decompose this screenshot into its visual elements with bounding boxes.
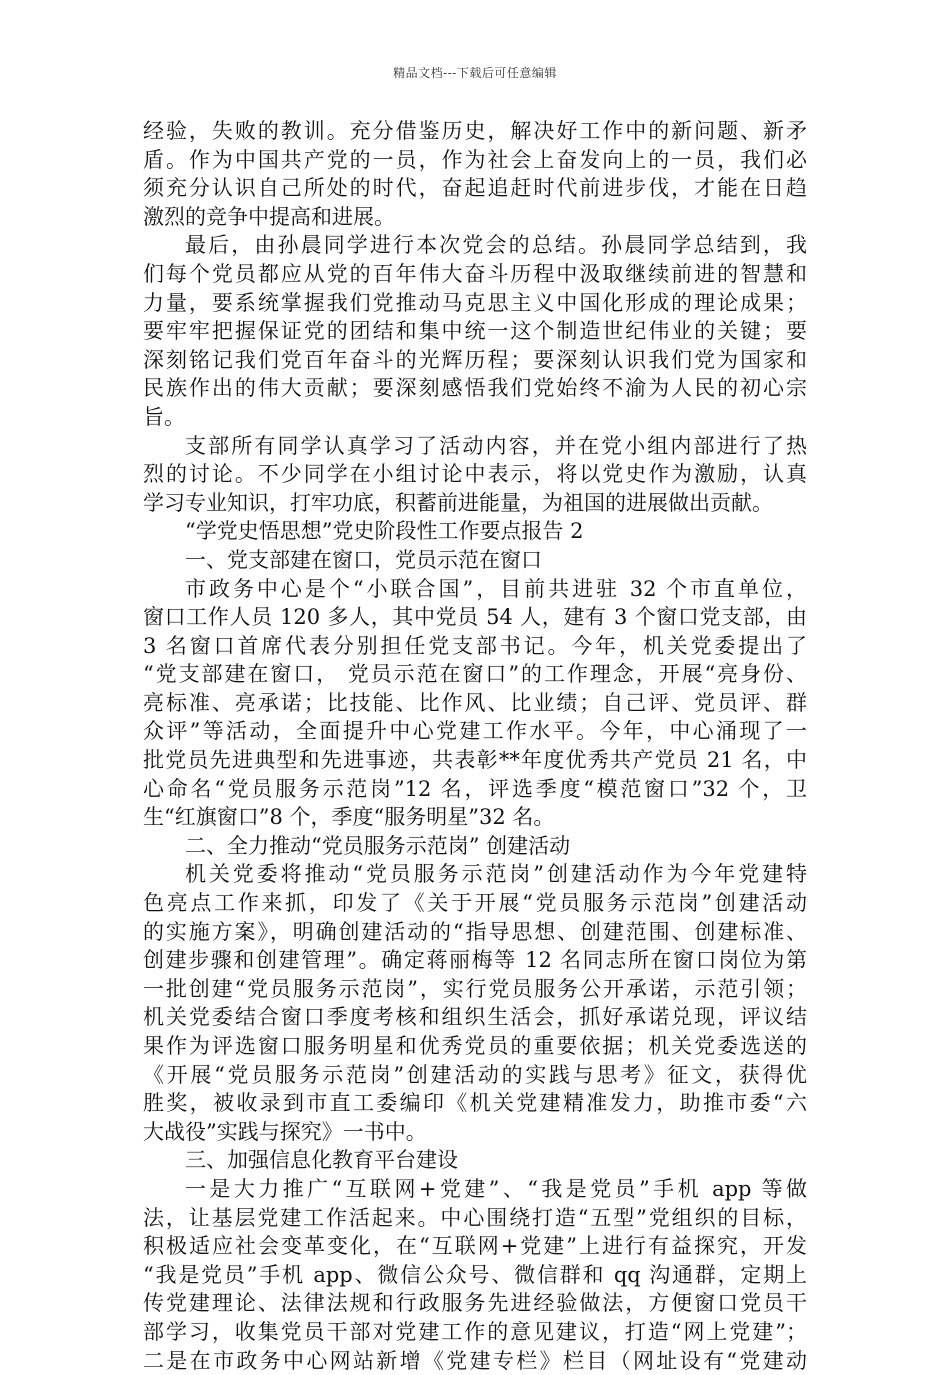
text-line: 果作为评选窗口服务明星和优秀党员的重要依据；机关党委选送的 [143, 1034, 807, 1058]
text-line: 部学习，收集党员干部对党建工作的意见建议，打造“网上党建”； [143, 1319, 807, 1344]
text-line: 三、加强信息化教育平台建设 [185, 1148, 458, 1173]
text-line: 亮标准、亮承诺；比技能、比作风、比业绩；自己评、党员评、群 [143, 690, 807, 715]
text-line: 二是在市政务中心网站新增《党建专栏》栏目（网址设有“党建动 [143, 1348, 807, 1373]
text-line: 盾。作为中国共产党的一员，作为社会上奋发向上的一员，我们必 [143, 147, 807, 172]
text-line: 众评”等活动，全面提升中心党建工作水平。今年，中心涌现了一 [143, 719, 807, 744]
text-line: 积极适应社会变革变化，在“互联网+党建”上进行有益探究，开发 [143, 1234, 807, 1259]
text-line: 一、党支部建在窗口，党员示范在窗口 [185, 547, 542, 572]
text-line: 批党员先进典型和先进事迹，共表彰**年度优秀共产党员 21 名，中 [143, 748, 807, 773]
text-line: 市政务中心是个“小联合国”，目前共进驻 32 个市直单位， [185, 576, 807, 601]
text-line: “党支部建在窗口， 党员示范在窗口”的工作理念，开展“亮身份、 [143, 662, 807, 687]
text-line: 一是大力推广“互联网+党建”、“我是党员”手机 app 等做 [185, 1176, 807, 1201]
text-line: 们每个党员都应从党的百年伟大奋斗历程中汲取继续前进的智慧和 [143, 261, 807, 286]
document-body [143, 117, 807, 1375]
text-line: 民族作出的伟大贡献；要深刻感悟我们党始终不渝为人民的初心宗 [143, 376, 807, 401]
text-line: 要牢牢把握保证党的团结和集中统一这个制造世纪伟业的关键；要 [143, 319, 807, 344]
text-line: 二、全力推动“党员服务示范岗” 创建活动 [185, 833, 571, 858]
text-line: 生“红旗窗口”8 个，季度“服务明星”32 名。 [143, 805, 555, 830]
text-line: 大战役”实践与探究》一书中。 [143, 1119, 427, 1144]
text-line: 的实施方案》，明确创建活动的“指导思想、创建范围、创建标准、 [143, 919, 807, 944]
text-line: “我是党员”手机 app、微信公众号、微信群和 qq 沟通群，定期上 [143, 1262, 807, 1287]
text-line: 烈的讨论。不少同学在小组讨论中表示，将以党史作为激励，认真 [143, 462, 807, 487]
text-line: 力量，要系统掌握我们党推动马克思主义中国化形成的理论成果； [143, 290, 807, 315]
text-line: 《开展“党员服务示范岗”创建活动的实践与思考》征文，获得优 [143, 1062, 807, 1087]
text-line: 学习专业知识，打牢功底，积蓄前进能量，为祖国的进展做出贡献。 [143, 490, 773, 515]
text-line: 旨。 [143, 404, 185, 429]
text-line: “学党史悟思想”党史阶段性工作要点报告 2 [185, 519, 584, 544]
text-line: 一批创建“党员服务示范岗”，实行党员服务公开承诺，示范引领； [143, 976, 807, 1001]
text-line: 胜奖，被收录到市直工委编印《机关党建精准发力，助推市委“六 [143, 1091, 807, 1116]
text-line: 须充分认识自己所处的时代，奋起追赶时代前进步伐，才能在日趋 [143, 176, 807, 201]
text-line: 机关党委将推动“党员服务示范岗”创建活动作为今年党建特 [185, 862, 807, 887]
text-line: 窗口工作人员 120 多人，其中党员 54 人，建有 3 个窗口党支部，由 [143, 605, 807, 630]
text-line: 支部所有同学认真学习了活动内容，并在党小组内部进行了热 [185, 433, 807, 458]
text-line: 创建步骤和创建管理”。确定蒋丽梅等 12 名同志所在窗口岗位为第 [143, 948, 807, 973]
page-header: 精品文档---下载后可任意编辑 [393, 66, 557, 80]
text-line: 法，让基层党建工作活起来。中心围绕打造“五型”党组织的目标， [143, 1205, 807, 1230]
text-line: 传党建理论、法律法规和行政服务先进经验做法，方便窗口党员干 [143, 1291, 807, 1316]
text-line: 最后，由孙晨同学进行本次党会的总结。孙晨同学总结到，我 [185, 233, 807, 258]
text-line: 心命名“党员服务示范岗”12 名，评选季度“模范窗口”32 个，卫 [143, 776, 807, 801]
text-line: 激烈的竞争中提高和进展。 [143, 204, 395, 229]
text-line: 深刻铭记我们党百年奋斗的光辉历程；要深刻认识我们党为国家和 [143, 347, 807, 372]
text-line: 经验，失败的教训。充分借鉴历史，解决好工作中的新问题、新矛 [143, 119, 807, 143]
text-line: 色亮点工作来抓，印发了《关于开展“党员服务示范岗”创建活动 [143, 891, 807, 916]
text-line: 机关党委结合窗口季度考核和组织生活会，抓好承诺兑现，评议结 [143, 1005, 807, 1030]
text-line: 3 名窗口首席代表分别担任党支部书记。今年，机关党委提出了 [143, 633, 807, 658]
